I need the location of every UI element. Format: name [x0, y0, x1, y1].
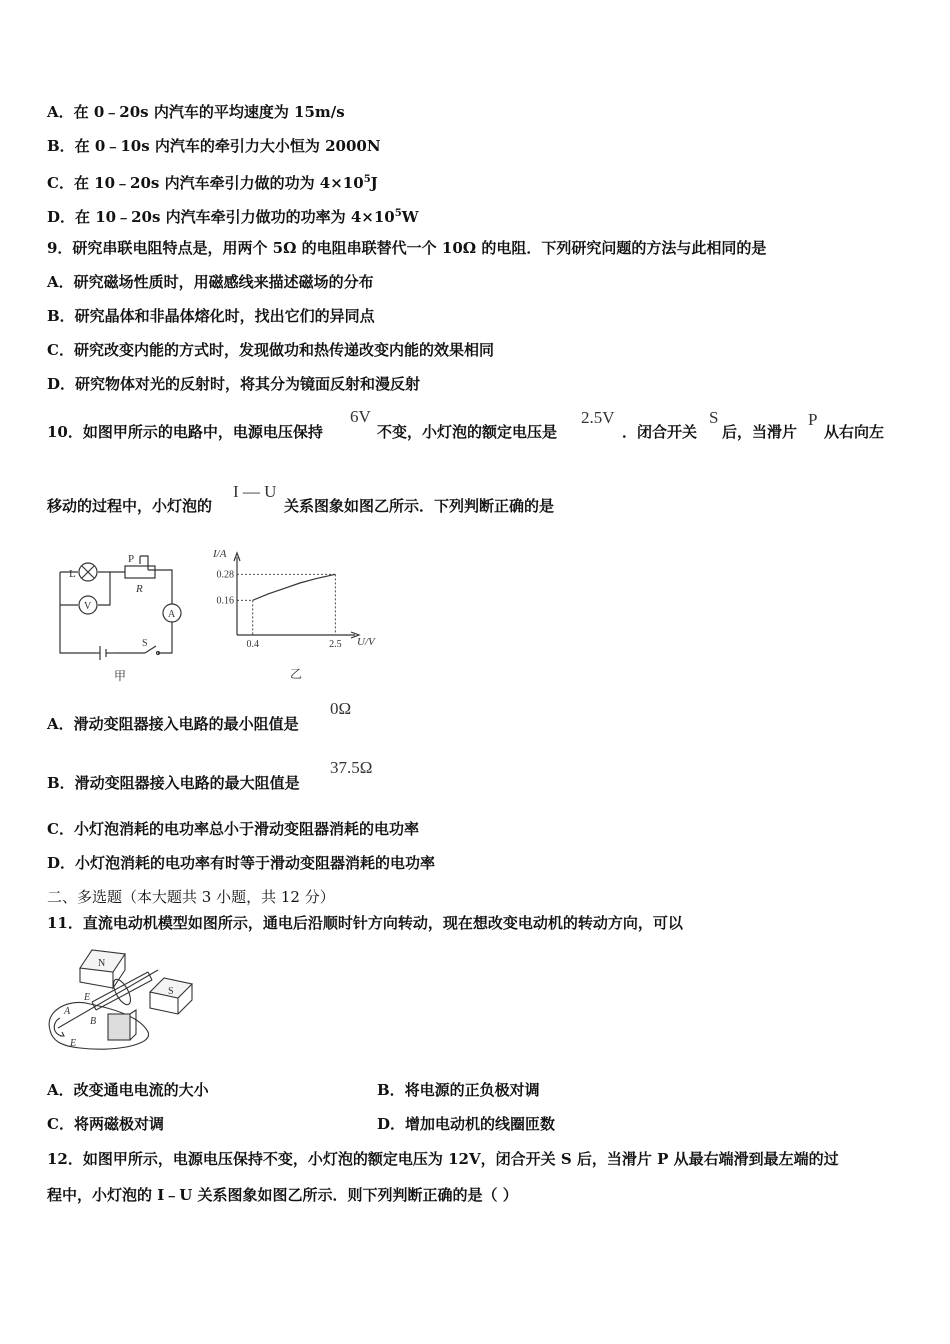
- circuit-label-a: A: [168, 609, 176, 620]
- q10-switch-symbol: S: [709, 408, 719, 427]
- circuit-label-s: S: [142, 638, 148, 649]
- q10-voltage: 6V: [350, 407, 371, 426]
- lamp-symbol: [79, 563, 97, 581]
- q8-option-d: [47, 204, 419, 227]
- q10-stem-part2: 不变，小灯泡的额定电压是: [377, 423, 558, 441]
- x-tick-label-left: 0.4: [246, 639, 259, 650]
- motor-label-b: B: [90, 1016, 97, 1027]
- circuit-label-p: P: [128, 553, 135, 565]
- circuit-label-l: L: [69, 568, 76, 580]
- y-axis-label: I/A: [213, 548, 227, 560]
- q11-option-d: D．增加电动机的线圈匝数: [377, 1115, 556, 1133]
- q9-option-d: D．研究物体对光的反射时，将其分为镜面反射和漫反射: [47, 375, 421, 393]
- q10-rated-voltage: 2.5V: [581, 408, 615, 427]
- q10-stem-part5: 从右向左: [824, 423, 885, 441]
- q11-stem: 11．直流电动机模型如图所示，通电后沿顺时针方向转动，现在想改变电动机的转动方向，可以: [47, 914, 683, 932]
- q11-option-b: B．将电源的正负极对调: [377, 1081, 540, 1099]
- motor-label-n: N: [98, 958, 106, 969]
- q10-option-c: C．小灯泡消耗的电功率总小于滑动变阻器消耗的电功率: [47, 820, 419, 838]
- q12-stem-line1: 12．如图甲所示，电源电压保持不变，小灯泡的额定电压为 12V，闭合开关 S 后，当滑片 P 从最右端滑到最左端的过: [47, 1150, 839, 1168]
- q10-stem-part3: ．闭合开关: [622, 423, 698, 441]
- x-axis-label: U/V: [357, 636, 375, 648]
- q8-option-d-unit: W: [401, 208, 419, 226]
- q10-stem-part4: 后，当滑片: [722, 423, 798, 441]
- y-tick-label-bottom: 0.16: [216, 595, 234, 607]
- q11-motor-figure: [40, 940, 200, 1055]
- q10-option-b-value: 37.5Ω: [330, 758, 373, 777]
- circuit-label-v: V: [84, 601, 92, 612]
- motor-label-e-bottom: E: [70, 1038, 77, 1049]
- q9-option-c: C．研究改变内能的方式时，发现做功和热传递改变内能的效果相同: [47, 341, 494, 359]
- q10-option-a: A．滑动变阻器接入电路的最小阻值是: [47, 715, 299, 733]
- section-heading: 二、多选题（本大题共 3 小题，共 12 分）: [47, 888, 335, 906]
- q10-option-b: B．滑动变阻器接入电路的最大阻值是: [47, 774, 300, 792]
- y-tick-label-top: 0.28: [216, 569, 234, 581]
- q8-option-c-text: C．在 10﹣20s 内汽车牵引力做的功为 4×10: [47, 174, 364, 192]
- q8-option-d-exponent: 5: [394, 208, 402, 219]
- q9-stem: 9．研究串联电阻特点是，用两个 5Ω 的电阻串联替代一个 10Ω 的电阻．下列研究问题的方法与此相同的是: [47, 239, 767, 257]
- q10-slider-symbol: P: [808, 410, 818, 429]
- q8-option-a: A．在 0﹣20s 内汽车的平均速度为 15m/s: [47, 103, 345, 121]
- q12-stem-line2: 程中，小灯泡的 I﹣U 关系图象如图乙所示．则下列判断正确的是（ ）: [47, 1186, 518, 1204]
- q10-option-d: D．小灯泡消耗的电功率有时等于滑动变阻器消耗的电功率: [47, 854, 436, 872]
- motor-label-s: S: [168, 986, 174, 997]
- q10-option-a-value: 0Ω: [330, 699, 352, 718]
- q8-option-d-text: D．在 10﹣20s 内汽车牵引力做功的功率为 4×10: [47, 208, 395, 226]
- q9-option-b: B．研究晶体和非晶体熔化时，找出它们的异同点: [47, 307, 375, 325]
- q8-option-c-exponent: 5: [363, 174, 371, 185]
- q10-stem-part1: 10．如图甲所示的电路中，电源电压保持: [47, 423, 323, 441]
- circuit-label-r: R: [136, 583, 143, 595]
- x-tick-label-right: 2.5: [329, 639, 342, 650]
- motor-label-e-top: E: [84, 992, 91, 1003]
- q10-iu-symbol: I — U: [233, 482, 277, 501]
- motor-label-a: A: [64, 1006, 71, 1017]
- q8-option-c-unit: J: [370, 174, 378, 192]
- circuit-caption: 甲: [114, 669, 127, 683]
- q11-option-a: A．改变通电电流的大小: [47, 1081, 209, 1099]
- q10-circuit-diagram: [50, 550, 190, 685]
- q10-stem-part6: 移动的过程中，小灯泡的: [47, 497, 213, 515]
- q10-iu-chart: [205, 545, 395, 685]
- q8-option-b: B．在 0﹣10s 内汽车的牵引力大小恒为 2000N: [47, 137, 381, 155]
- chart-caption: 乙: [290, 667, 303, 681]
- q8-option-c: [47, 170, 378, 193]
- q11-option-c: C．将两磁极对调: [47, 1115, 164, 1133]
- q9-option-a: A．研究磁场性质时，用磁感线来描述磁场的分布: [47, 273, 374, 291]
- iu-curve: [253, 574, 336, 600]
- q10-stem-part7: 关系图象如图乙所示．下列判断正确的是: [284, 497, 555, 515]
